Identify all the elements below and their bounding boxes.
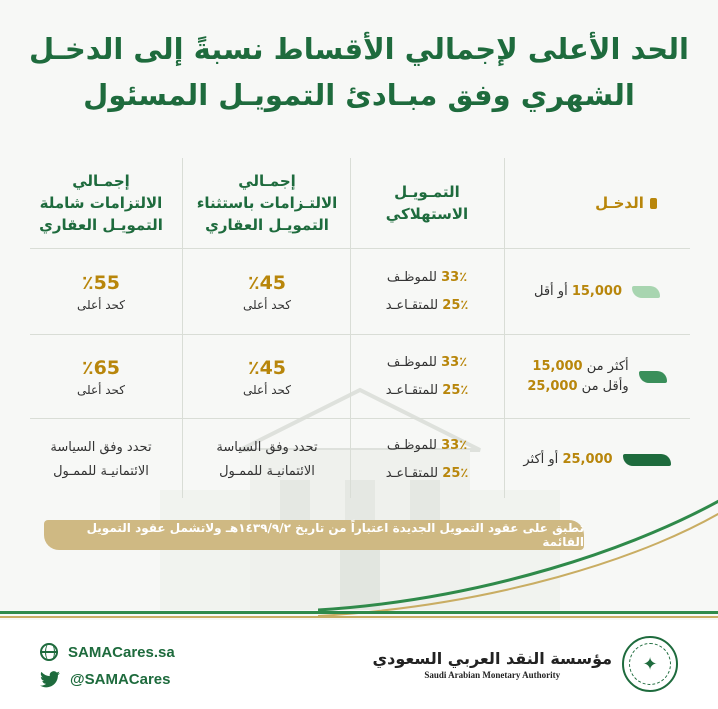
- row-including: ٪55 كحد أعلى: [76, 272, 126, 312]
- row-divider: [30, 248, 690, 249]
- income-band: [639, 371, 667, 383]
- row-divider: [30, 418, 690, 419]
- page-title: [0, 26, 718, 118]
- footer-rule: [0, 616, 718, 618]
- column-divider: [504, 158, 505, 498]
- footer-rule: [0, 611, 718, 614]
- bullet-icon: [650, 198, 657, 209]
- column-divider: [350, 158, 351, 498]
- row-including: ٪65 كحد أعلى: [76, 357, 126, 397]
- row-including: تحدد وفق السياسة الائتمانيـة للممـول: [50, 440, 152, 479]
- title-line-1: الحد الأعلى لإجمالي الأقساط نسبةً إلى الدخـل: [29, 32, 689, 66]
- row-excluding: تحدد وفق السياسة الائتمانيـة للممـول: [216, 440, 318, 479]
- twitter-icon: [40, 671, 60, 688]
- title-line-2: الشهري وفق مبـادئ التمويـل المسئول: [83, 78, 635, 112]
- row-consumer: 33٪ للموظـف 25٪ للمتقـاعـد: [385, 355, 469, 398]
- row-income: أكثر من 15,000 وأقل من 25,000: [506, 336, 688, 418]
- row-divider: [30, 334, 690, 335]
- decorative-swoosh: [318, 470, 718, 620]
- sama-logo: مؤسسة النقد العربي السعودي Saudi Arabian Monetary Authority ✦: [372, 636, 678, 692]
- row-excluding: ٪45 كحد أعلى: [242, 272, 292, 312]
- header-consumer: التمـويـل الاستهلاكي: [385, 183, 469, 223]
- header-excluding-mortgage: إجمـالي الالتـزامات باستثناء التمويـل العقاري: [196, 172, 338, 234]
- globe-icon: [40, 643, 58, 661]
- row-consumer: 33٪ للموظـف 25٪ للمتقـاعـد: [385, 438, 469, 481]
- header-income: الدخـل: [506, 160, 686, 246]
- header-including-mortgage: إجمـالي الالتزامات شاملة التمويـل العقاري: [39, 172, 163, 234]
- column-divider: [182, 158, 183, 498]
- row-excluding: ٪45 كحد أعلى: [242, 357, 292, 397]
- website-link[interactable]: SAMACares.sa: [40, 643, 175, 661]
- income-band: [623, 454, 671, 466]
- row-income: 15,000 أو أقل: [506, 250, 688, 334]
- row-income: 25,000 أو أكثر: [506, 420, 688, 500]
- note-banner: تطبق على عقود التمويل الجديدة اعتباراً من تاريخ ١٤٣٩/٩/٢هـ ولاتشمل عقود التمويل القائمة: [44, 520, 584, 550]
- twitter-link[interactable]: @SAMACares: [40, 671, 171, 688]
- row-consumer: 33٪ للموظـف 25٪ للمتقـاعـد: [385, 270, 469, 313]
- income-band: [632, 286, 660, 298]
- seal-icon: ✦: [622, 636, 678, 692]
